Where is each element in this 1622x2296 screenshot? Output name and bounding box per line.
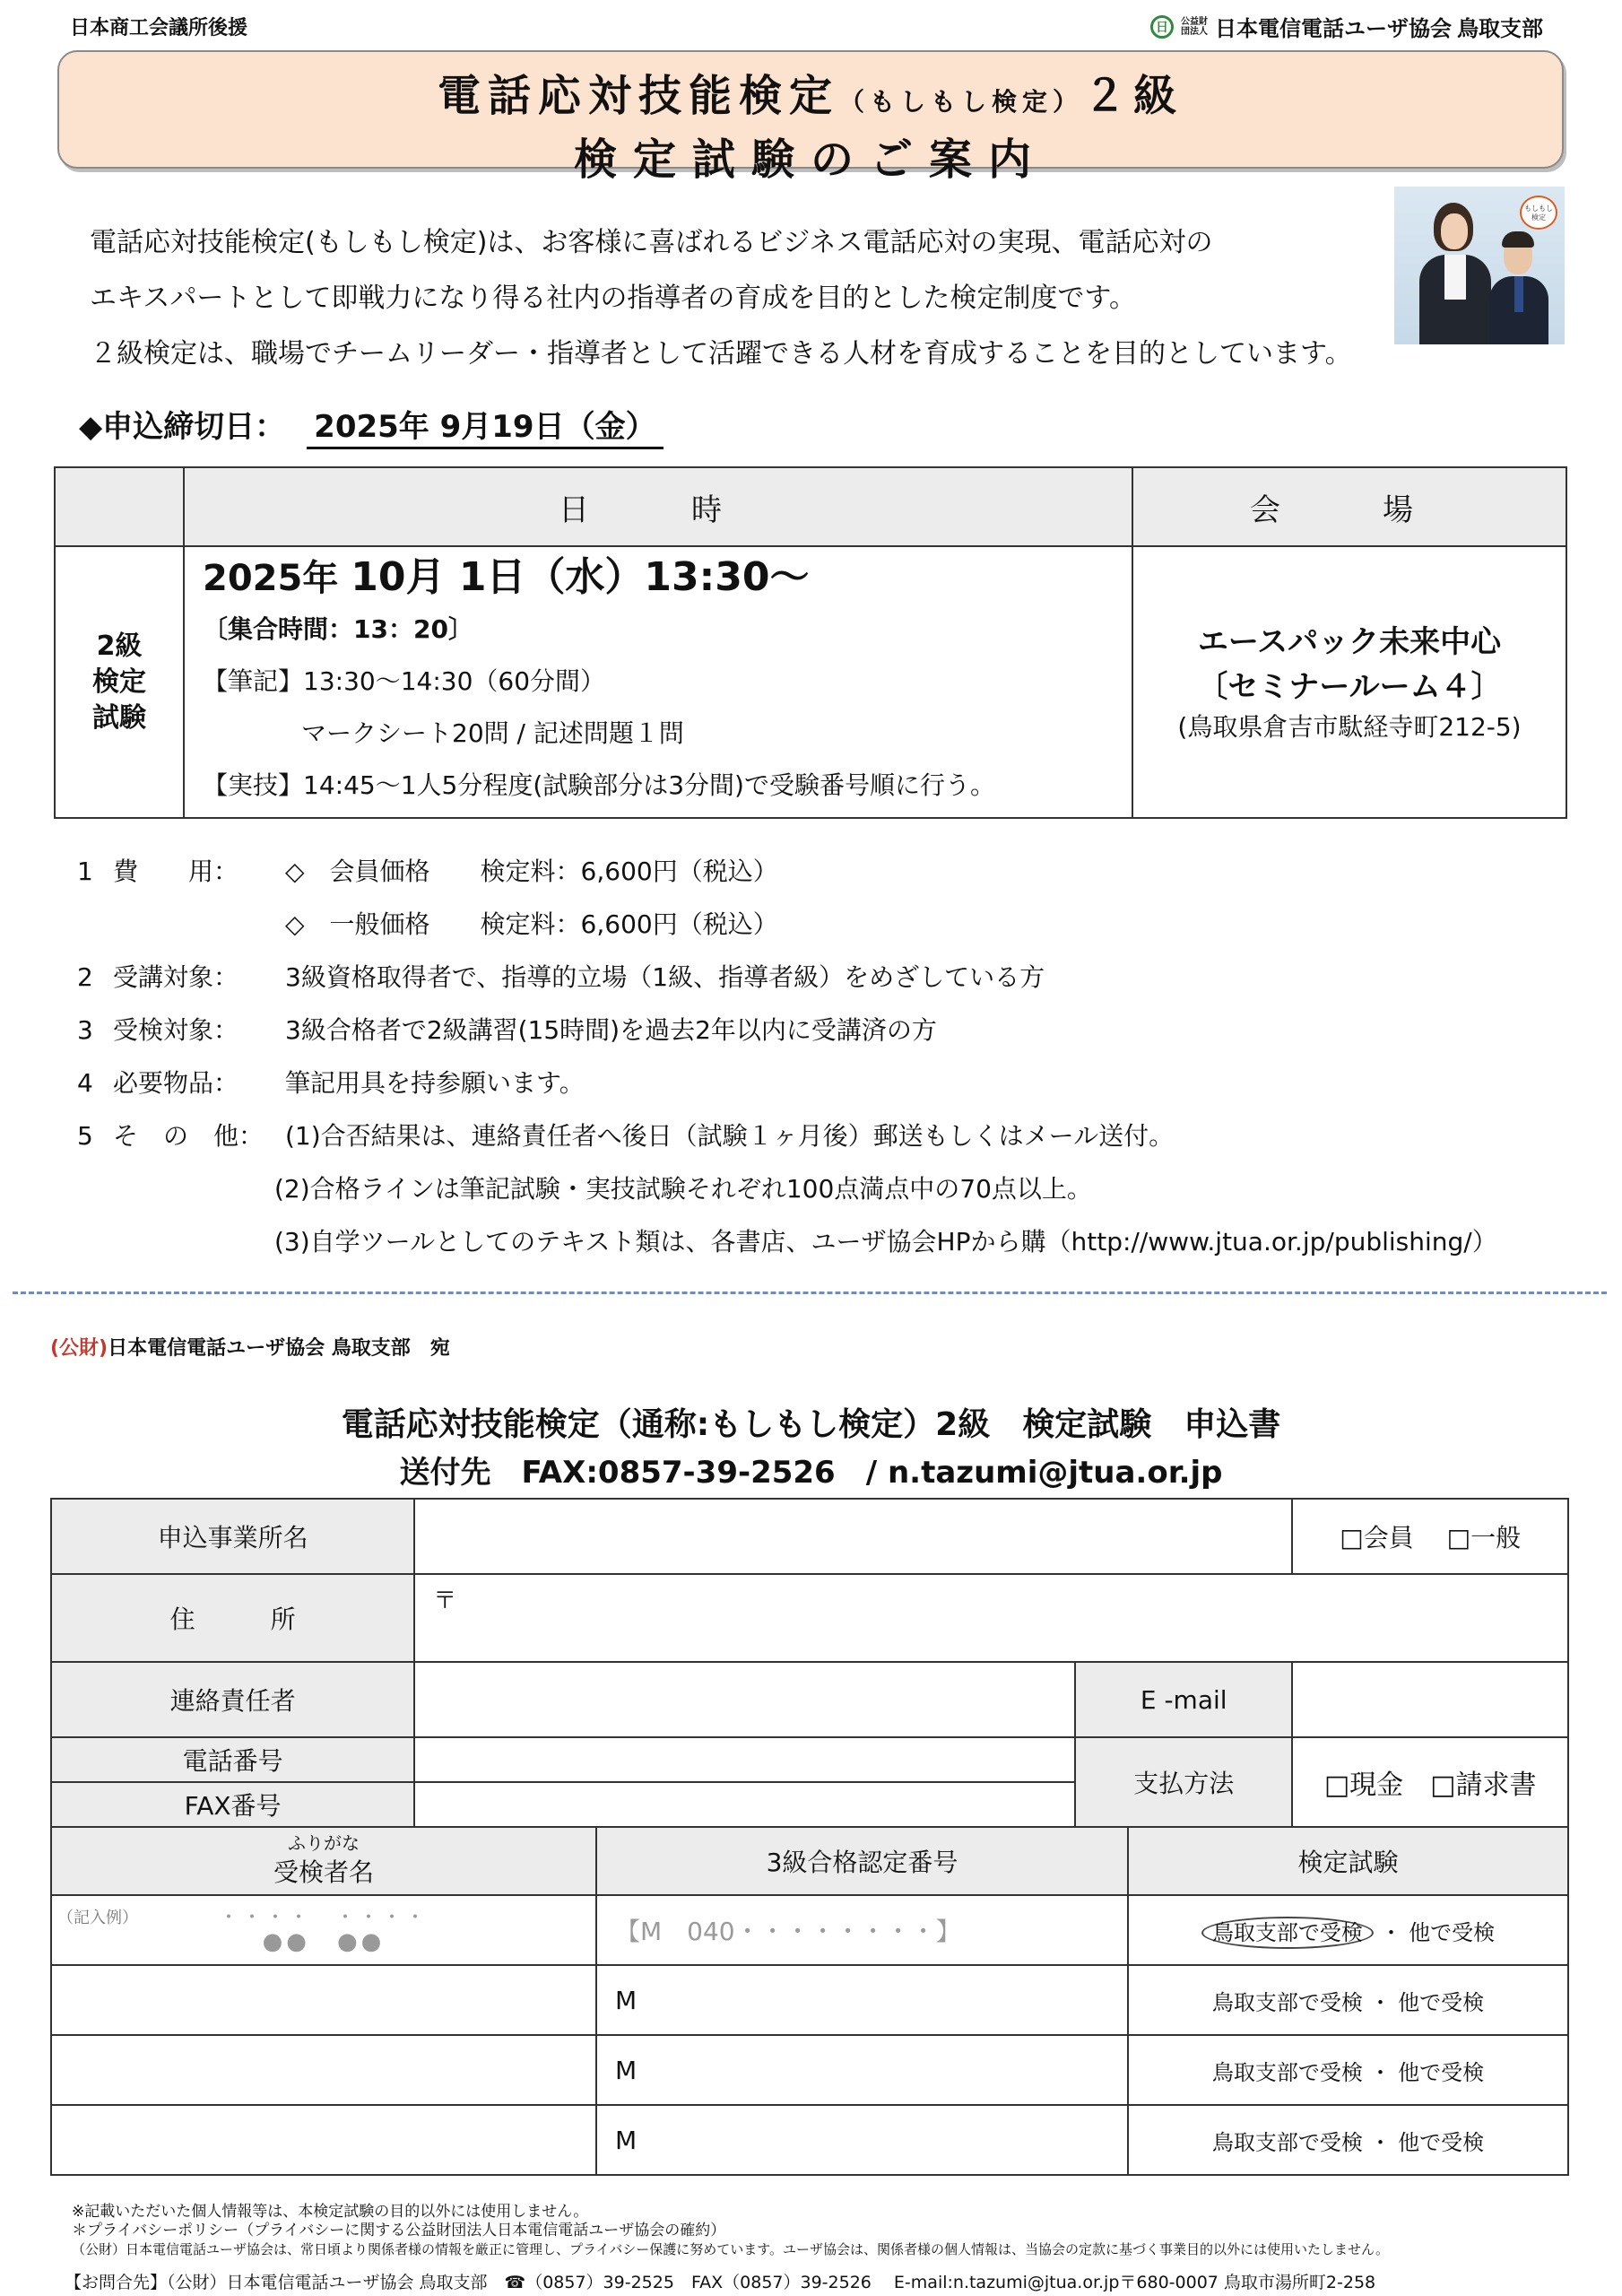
example-row: [51, 1895, 1568, 1965]
form-send-to: 送付先 FAX:0857-39-2526 / n.tazumi@jtua.or.jp: [399, 1455, 1223, 1491]
schedule-corner-cell: [55, 467, 184, 546]
detail-eligible: 3 受検対象： 3級合格者で2級講習(15時間)を過去2年以内に受講済の方: [77, 1015, 937, 1045]
exam-datetime-cell: [184, 546, 1132, 818]
examinee-row: [51, 2105, 1568, 2175]
details-list: [77, 845, 1497, 1268]
footnote-line: （公財）日本電信電話ユーザ協会は、常日頃より関係者様の情報を厳正に管理し、プライバシー保護に努めています。ユーザ協会は、関係者様の個人情報は、当協会の定款に基づく事業目的以外には使用いたしません。: [72, 2241, 1389, 2257]
examinee-table: [50, 1826, 1569, 2176]
footnotes: [72, 2203, 1389, 2259]
business-people-photo: [1394, 187, 1565, 344]
detail-other-3: (3)自学ツールとしてのテキスト類は、各書店、ユーザ協会HPから購（http://www.jtua.or.jp/publishing/）: [274, 1227, 1497, 1257]
org-logo-icon: 日: [1150, 15, 1174, 39]
venue-address: (鳥取県倉吉市駄経寺町212-5): [1177, 711, 1522, 742]
intro-line: エキスパートとして即戦力になり得る社内の指導者の育成を目的とした検定制度です。: [90, 283, 1136, 314]
schedule-header-venue: 会 場: [1132, 467, 1566, 546]
examinee-name-input[interactable]: [51, 2035, 596, 2105]
examinee-row: [51, 2035, 1568, 2105]
written-exam-detail: マークシート20問 / 記述問題１問: [301, 718, 684, 748]
intro-line: 電話応対技能検定(もしもし検定)は、お客様に喜ばれるビジネス電話応対の実現、電話応対の: [90, 227, 1213, 258]
deadline-date: 2025年 9月19日（金）: [307, 409, 663, 449]
schedule-table: [54, 466, 1567, 819]
application-form: [50, 1498, 1569, 1828]
exam-choice[interactable]: 鳥取支部で受検 ・ 他で受検: [1128, 2105, 1568, 2175]
cert-number-input[interactable]: M: [596, 1965, 1128, 2035]
payment-label: 支払方法: [1075, 1737, 1292, 1827]
exam-kind-cell: [55, 546, 184, 818]
org-branch: 鳥取支部: [1457, 16, 1543, 41]
example-exam: 鳥取支部で受検 ・ 他で受検: [1128, 1895, 1568, 1965]
address-input[interactable]: [414, 1574, 1568, 1662]
exam-choice[interactable]: 鳥取支部で受検 ・ 他で受検: [1128, 2035, 1568, 2105]
cert-number-input[interactable]: M: [596, 2035, 1128, 2105]
company-label: 申込事業所名: [51, 1499, 414, 1574]
form-addressee: (公財)日本電信電話ユーザ協会 鳥取支部 宛: [50, 1337, 450, 1360]
practical-exam: 【実技】14:45～1人5分程度(試験部分は3分間)で受験番号順に行う。: [203, 770, 995, 800]
intro-line: ２級検定は、職場でチームリーダー・指導者として活躍できる人材を育成することを目的としています。: [90, 338, 1352, 370]
example-furigana: ・・・・ ・・・・: [218, 1907, 429, 1929]
exam-kind-line: 検定: [92, 665, 146, 698]
org-corp-type: 公益財団法人: [1181, 16, 1208, 37]
example-name: ●● ●●: [262, 1928, 386, 1955]
payment-checkboxes[interactable]: □現金 □請求書: [1292, 1737, 1568, 1827]
org-header: [1150, 11, 1543, 42]
contact-info: 【お問合先】（公財）日本電信電話ユーザ協会 鳥取支部 ☎（0857）39-2525 FAX（0857）39-2526 E-mail:n.tazumi@jtua.or.jp〒680-0007 鳥取市湯所町2-258: [65, 2273, 1376, 2292]
fax-label: FAX番号: [51, 1782, 414, 1827]
detail-other-2: (2)合格ラインは筆記試験・実技試験それぞれ100点満点中の70点以上。: [274, 1174, 1092, 1204]
venue-cell: [1132, 546, 1566, 818]
title-line2: 検定試験のご案内: [573, 135, 1047, 185]
moshimoshi-badge-icon: もしもし検定: [1520, 196, 1557, 230]
gather-time: 〔集合時間：13：20〕: [203, 614, 473, 644]
footnote-line: ＊プライバシーポリシー（プライバシーに関する公益財団法人日本電信電話ユーザ協会の確約）: [72, 2222, 726, 2239]
phone-label: 電話番号: [51, 1737, 414, 1782]
detail-other: 5 そ の 他： (1)合否結果は、連絡責任者へ後日（試験１ヶ月後）郵送もしくはメール送付。: [77, 1121, 1175, 1151]
cut-line: [13, 1292, 1607, 1294]
title-nickname: （もしもし検定）: [838, 87, 1083, 117]
footnote-line: ※記載いただいた個人情報等は、本検定試験の目的以外には使用しません。: [72, 2203, 589, 2221]
title-grade: ２級: [1083, 71, 1184, 121]
exam-header: 検定試験: [1128, 1827, 1568, 1895]
email-label: E -mail: [1075, 1662, 1292, 1737]
phone-input[interactable]: [414, 1737, 1075, 1782]
detail-target: 2 受講対象： 3級資格取得者で、指導的立場（1級、指導者級）をめざしている方: [77, 962, 1045, 992]
title-line1: [59, 61, 1562, 123]
title-main: 電話応対技能検定: [437, 71, 839, 121]
intro-text: [90, 215, 1381, 382]
examinee-name-header: ふりがな 受検者名: [51, 1827, 596, 1895]
example-label: （記入例）: [57, 1909, 138, 1927]
schedule-header-datetime: 日 時: [184, 467, 1132, 546]
example-cert: 【M 040・・・・・・・・】: [596, 1895, 1128, 1965]
cert-number-header: 3級合格認定番号: [596, 1827, 1128, 1895]
examinee-name-input[interactable]: [51, 1965, 596, 2035]
member-type-checkboxes[interactable]: □会員 □一般: [1292, 1499, 1568, 1574]
deadline: [79, 402, 664, 446]
title-banner: [57, 50, 1564, 185]
detail-fee: 1 費 用： ◇ 会員価格 検定料：6,600円（税込）: [77, 845, 1497, 898]
org-name: 日本電信電話ユーザ協会: [1215, 16, 1452, 41]
contact-person-label: 連絡責任者: [51, 1662, 414, 1737]
company-input[interactable]: [414, 1499, 1292, 1574]
venue-room: 〔セミナールーム４〕: [1197, 668, 1502, 705]
detail-items: 4 必要物品： 筆記用具を持参願います。: [77, 1068, 585, 1098]
exam-choice[interactable]: 鳥取支部で受検 ・ 他で受検: [1128, 1965, 1568, 2035]
written-exam: 【筆記】13:30～14:30（60分間）: [203, 666, 606, 696]
fee-member: ◇ 会員価格 検定料：6,600円（税込）: [285, 857, 778, 886]
exam-kind-line: 2級: [96, 630, 143, 662]
deadline-label: ◆申込締切日：: [79, 409, 286, 445]
examinee-name-input[interactable]: [51, 2105, 596, 2175]
examinee-row: [51, 1965, 1568, 2035]
email-input[interactable]: [1292, 1662, 1568, 1737]
contact-person-input[interactable]: [414, 1662, 1075, 1737]
postal-mark: 〒: [433, 1587, 457, 1614]
exam-kind-line: 試験: [92, 701, 146, 734]
fee-general: ◇ 一般価格 検定料：6,600円（税込）: [285, 909, 778, 939]
venue-name: エースパック未来中心: [1197, 623, 1502, 660]
cert-number-input[interactable]: M: [596, 2105, 1128, 2175]
fax-input[interactable]: [414, 1782, 1075, 1827]
exam-date: 2025年 10月 1日（水）13:30～: [203, 554, 810, 600]
form-title: 電話応対技能検定（通称:もしもし検定）2級 検定試験 申込書: [341, 1406, 1281, 1443]
address-label: 住 所: [51, 1574, 414, 1662]
sponsor-label: 日本商工会議所後援: [70, 17, 248, 39]
